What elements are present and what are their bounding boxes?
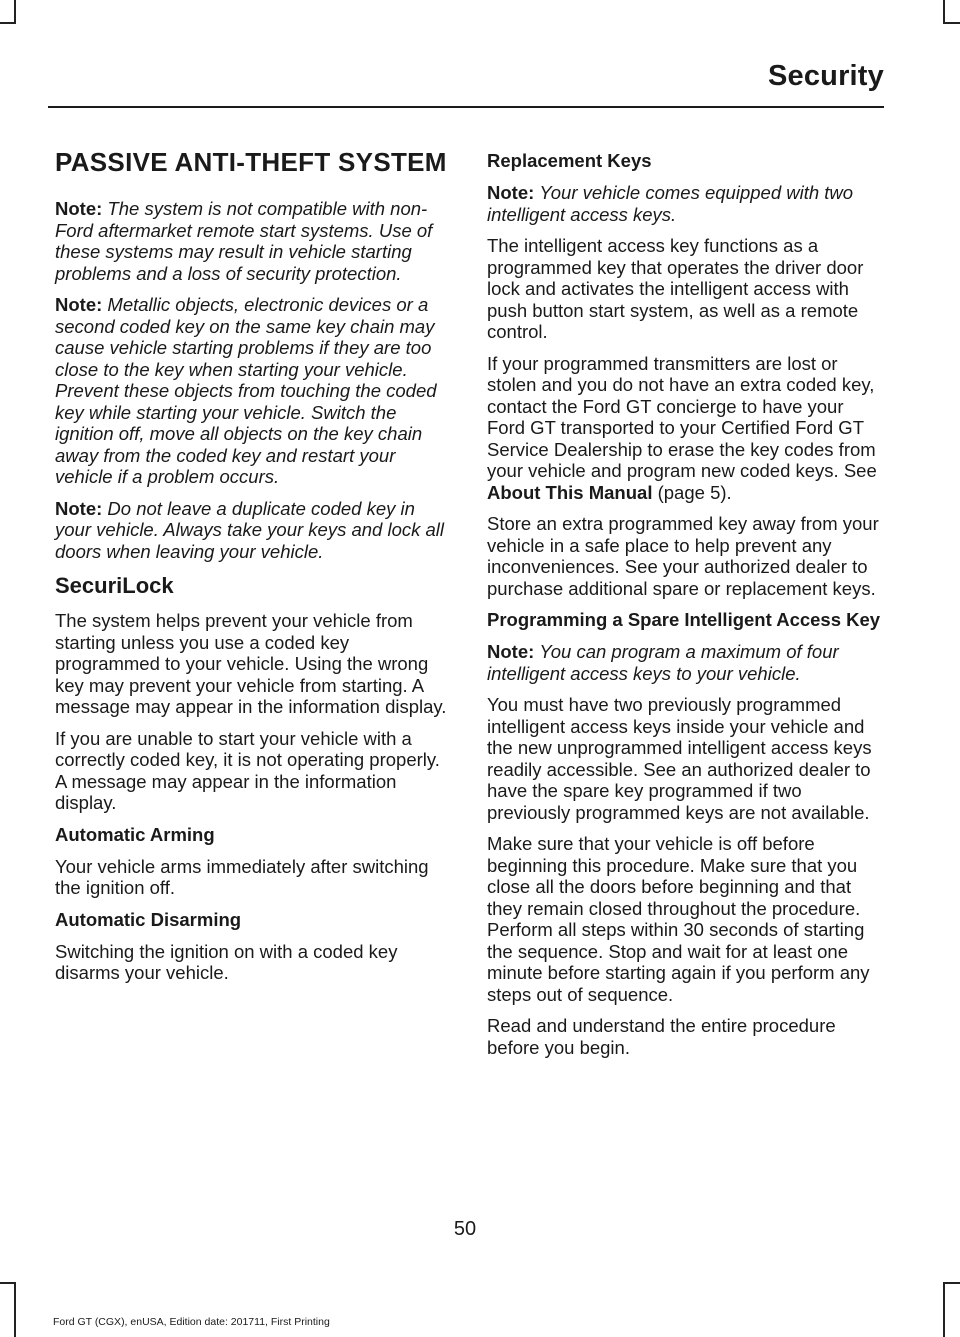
crop-mark	[0, 1282, 16, 1284]
crop-mark	[0, 22, 16, 24]
crop-mark	[14, 1282, 16, 1337]
paragraph: Switching the ignition on with a coded key disarms your vehicle.	[55, 940, 398, 983]
subheading-programming-spare-key: Programming a Spare Intelligent Access Key	[487, 609, 881, 630]
paragraph: You must have two previously programmed intelligent access keys inside your vehicle and the new unprogrammed intelligent access keys readily accessible. See an authorized dealer to have the spare key programmed if two previously programmed keys are not available.	[487, 694, 872, 823]
crop-mark	[943, 1282, 960, 1284]
note-text: The system is not compatible with non-Ford aftermarket remote start systems. Use of these systems may result in vehicle starting problems and a loss of security protection.	[55, 198, 433, 284]
note-label: Note:	[55, 198, 103, 219]
paragraph: Make sure that your vehicle is off before beginning this procedure. Make sure that you close all the doors before beginning and that they remain closed throughout the procedure. Perform all steps within 30 seconds of starting the sequence. Stop and wait for at least one minute before starting again if you perform any steps out of sequence.	[487, 833, 870, 1005]
paragraph-text: If your programmed transmitters are lost or stolen and you do not have an extra coded key, contact the Ford GT concierge to have your Ford GT transported to your Certified Ford GT Service Dealership to erase the key codes from your vehicle and program new coded keys. See	[487, 352, 877, 481]
subheading-securilock: SecuriLock	[55, 573, 174, 598]
note-label: Note:	[55, 497, 103, 519]
paragraph: Store an extra programmed key away from your vehicle in a safe place to help prevent any inconveniences. See your authorized dealer to purchase additional spare or replacement keys.	[487, 513, 879, 599]
note	[487, 182, 882, 225]
note-label: Note:	[487, 641, 535, 662]
note	[55, 294, 450, 488]
note-text: Your vehicle comes equipped with two intelligent access keys.	[487, 182, 854, 225]
subheading-automatic-disarming: Automatic Disarming	[55, 908, 242, 930]
edition-footer: Ford GT (CGX), enUSA, Edition date: 201711, First Printing	[53, 1316, 330, 1328]
note-label: Note:	[487, 182, 535, 203]
subheading-automatic-arming: Automatic Arming	[55, 823, 215, 845]
note-text: Metallic objects, electronic devices or a second coded key on the same key chain may cause vehicle starting problems if they are too close to the key when starting your vehicle. Prevent these objects from touching the coded key while starting your vehicle. Switch the ignition off, move all objects on the key chain away from the coded key and restart your vehicle if a problem occurs.	[55, 294, 437, 487]
paragraph: Read and understand the entire procedure before you begin.	[487, 1015, 836, 1058]
crop-mark	[943, 0, 945, 22]
note-text: Do not leave a duplicate coded key in your vehicle. Always take your keys and lock all doors when leaving your vehicle.	[55, 497, 445, 562]
paragraph: Your vehicle arms immediately after switching the ignition off.	[55, 855, 429, 898]
note	[55, 498, 450, 563]
subheading-replacement-keys: Replacement Keys	[487, 150, 652, 171]
cross-reference-link[interactable]: About This Manual	[487, 481, 653, 503]
crop-mark	[14, 0, 16, 22]
section-title: Security	[767, 60, 884, 92]
page-heading: PASSIVE ANTI-THEFT SYSTEM	[55, 147, 447, 177]
header-divider	[48, 106, 884, 108]
left-column	[55, 146, 450, 994]
crop-mark	[943, 1282, 945, 1337]
paragraph: The system helps prevent your vehicle from starting unless you use a coded key programmed to your vehicle. Using the wrong key may prevent your vehicle from starting. A message may appear in the information display.	[55, 610, 447, 717]
paragraph-text: (page 5).	[652, 481, 732, 503]
page-number: 50	[453, 1218, 477, 1240]
paragraph	[487, 353, 882, 504]
note	[487, 641, 882, 684]
right-column	[487, 146, 882, 1068]
note-label: Note:	[55, 294, 103, 315]
paragraph: The intelligent access key functions as a programmed key that operates the driver door lock and activates the intelligent access with push button start system, as well as a remote control.	[487, 235, 864, 342]
note	[55, 198, 450, 284]
note-text: You can program a maximum of four intelligent access keys to your vehicle.	[487, 641, 839, 684]
crop-mark	[943, 22, 960, 24]
paragraph: If you are unable to start your vehicle with a correctly coded key, it is not operating properly. A message may appear in the information display.	[55, 727, 440, 813]
